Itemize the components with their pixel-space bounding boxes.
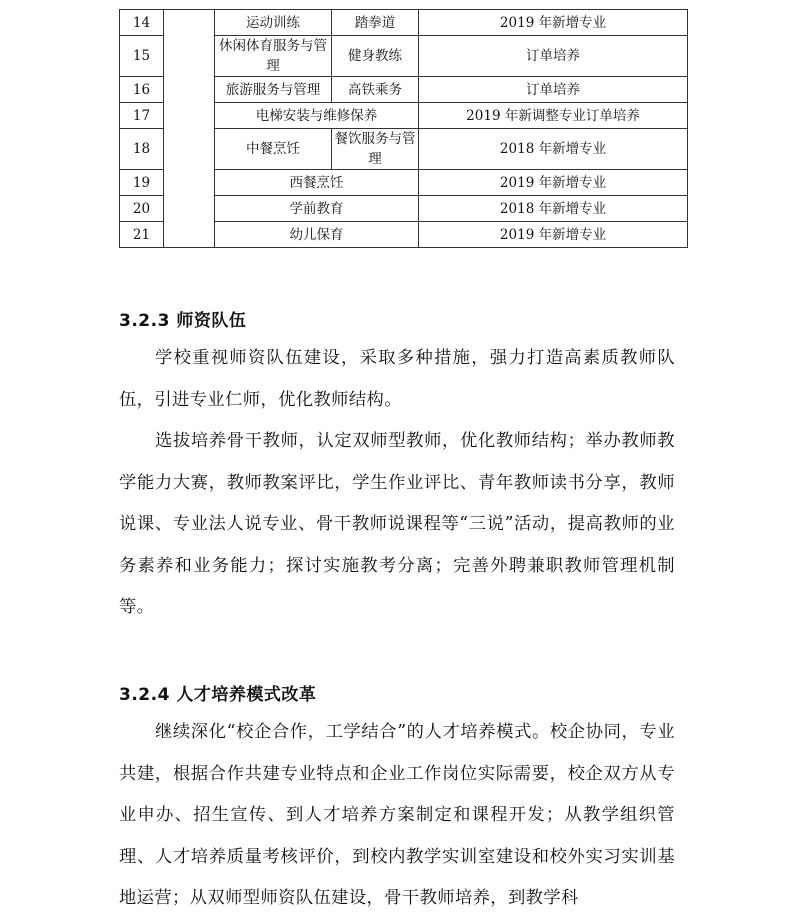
paragraph: 选拔培养骨干教师，认定双师型教师，优化教师结构；举办教师教学能力大赛，教师教案评比，学生作业评比、青年教师读书分享，教师说课、专业法人说专业、骨干教师说课程等“三说”活动，提高教师的业务素养和业务能力；探讨实施教考分离；完善外聘兼职教师管理机制等。 xyxy=(119,431,675,618)
note-cell: 2018 年新增专业 xyxy=(419,129,688,170)
section-heading-teachers: 3.2.3 师资队伍 xyxy=(119,311,247,331)
major-cell: 旅游服务与管理 xyxy=(215,77,332,103)
direction-cell: 餐饮服务与管理 xyxy=(332,129,419,170)
major-cell: 幼儿保育 xyxy=(215,222,419,248)
note-cell: 2019 年新增专业 xyxy=(419,170,688,196)
section-heading-training-mode: 3.2.4 人才培养模式改革 xyxy=(119,685,317,705)
row-number: 18 xyxy=(120,129,164,170)
note-cell: 2019 年新调整专业订单培养 xyxy=(419,103,688,129)
row-number: 21 xyxy=(120,222,164,248)
direction-cell: 健身教练 xyxy=(332,36,419,77)
major-cell: 休闲体育服务与管理 xyxy=(215,36,332,77)
note-cell: 订单培养 xyxy=(419,36,688,77)
direction-cell: 踏拳道 xyxy=(332,10,419,36)
note-cell: 2019 年新增专业 xyxy=(419,222,688,248)
row-number: 14 xyxy=(120,10,164,36)
note-cell: 2018 年新增专业 xyxy=(419,196,688,222)
major-cell: 电梯安装与维修保养 xyxy=(215,103,419,129)
row-number: 19 xyxy=(120,170,164,196)
majors-table xyxy=(119,9,688,248)
major-cell: 西餐烹饪 xyxy=(215,170,419,196)
note-cell: 2019 年新增专业 xyxy=(419,10,688,36)
note-cell: 订单培养 xyxy=(419,77,688,103)
row-number: 17 xyxy=(120,103,164,129)
major-cell: 中餐烹饪 xyxy=(215,129,332,170)
row-number: 16 xyxy=(120,77,164,103)
direction-cell: 高铁乘务 xyxy=(332,77,419,103)
major-cell: 运动训练 xyxy=(215,10,332,36)
table-row xyxy=(120,10,688,36)
paragraph: 学校重视师资队伍建设，采取多种措施，强力打造高素质教师队伍，引进专业仁师，优化教师结构。 xyxy=(119,348,675,410)
major-cell: 学前教育 xyxy=(215,196,419,222)
paragraph: 继续深化“校企合作，工学结合”的人才培养模式。校企协同，专业共建，根据合作共建专业特点和企业工作岗位实际需要，校企双方从专业申办、招生宣传、到人才培养方案制定和课程开发；从教学组织管理、人才培养质量考核评价，到校内教学实训室建设和校外实习实训基地运营；从双师型师资队伍建设，骨干教师培养，到教学科 xyxy=(119,722,675,909)
row-number: 20 xyxy=(120,196,164,222)
category-cell xyxy=(164,10,215,248)
row-number: 15 xyxy=(120,36,164,77)
